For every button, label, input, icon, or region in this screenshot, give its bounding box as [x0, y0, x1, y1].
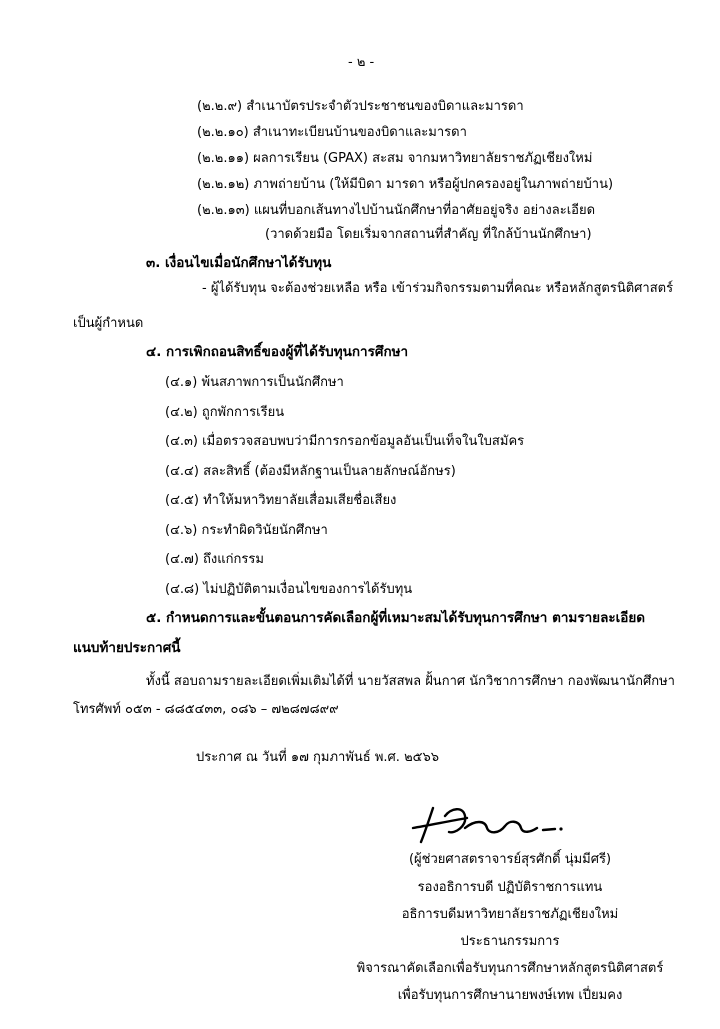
signatory-title: อธิการบดีมหาวิทยาลัยราชภัฏเชียงใหม่	[401, 907, 619, 922]
signatory-role: ประธานกรรมการ	[460, 934, 560, 949]
list-item: (๒.๒.๑๑) ผลการเรียน (GPAX) สะสม จากมหาวิทยาลัยราชภัฏเชียงใหม่	[197, 151, 593, 166]
list-item: (๒.๒.๙) สำเนาบัตรประจำตัวประชาชนของบิดาและมารดา	[197, 99, 524, 114]
list-item: (๒.๒.๑๓) แผนที่บอกเส้นทางไปบ้านนักศึกษาที่อาศัยอยู่จริง อย่างละเอียด	[197, 203, 596, 218]
contact-line1: ทั้งนี้ สอบถามรายละเอียดเพิ่มเติมได้ที่ นายวัสสพล ฝั้นกาศ นักวิชาการศึกษา กองพัฒนานักศึกษา	[146, 674, 675, 689]
section4-heading: ๔. การเพิกถอนสิทธิ์ของผู้ที่ได้รับทุนการศึกษา	[146, 344, 409, 360]
signatory-committee: พิจารณาคัดเลือกเพื่อรับทุนการศึกษาหลักสูตรนิติศาสตร์	[356, 961, 664, 976]
signatory-name: (ผู้ช่วยศาสตราจารย์สุรศักดิ์ นุ่มมีศรี)	[408, 852, 612, 867]
list-item: (๔.๒) ถูกพักการเรียน	[165, 405, 285, 420]
signatory-committee-line2: เพื่อรับทุนการศึกษานายพงษ์เทพ เปี่ยมคง	[397, 988, 623, 1003]
list-item: (๔.๓) เมื่อตรวจสอบพบว่ามีการกรอกข้อมูลอันเป็นเท็จในใบสมัคร	[165, 434, 525, 449]
contact-line2: โทรศัพท์ ๐๕๓ - ๘๘๕๔๓๓, ๐๘๖ – ๗๒๘๗๘๙๙	[73, 702, 339, 717]
page-number: - ๒ -	[348, 55, 375, 70]
list-item: (๔.๗) ถึงแก่กรรม	[165, 552, 264, 567]
section2-note: (วาดด้วยมือ โดยเริ่มจากสถานที่สำคัญ ที่ใกล้บ้านนักศึกษา)	[265, 227, 592, 242]
announce-date: ประกาศ ณ วันที่ ๑๗ กุมภาพันธ์ พ.ศ. ๒๕๖๖	[196, 750, 439, 765]
section3-line2: เป็นผู้กำหนด	[73, 316, 144, 331]
list-item: (๔.๖) กระทำผิดวินัยนักศึกษา	[165, 523, 328, 538]
list-item: (๔.๑) พ้นสภาพการเป็นนักศึกษา	[165, 375, 344, 390]
signatory-position: รองอธิการบดี ปฏิบัติราชการแทน	[417, 880, 603, 895]
list-item: (๒.๒.๑๐) สำเนาทะเบียนบ้านของบิดาและมารดา	[197, 125, 467, 140]
list-item: (๔.๘) ไม่ปฏิบัติตามเงื่อนไขของการได้รับทุน	[165, 582, 413, 597]
signature-image	[405, 798, 575, 848]
section3-line1: - ผู้ได้รับทุน จะต้องช่วยเหลือ หรือ เข้าร่วมกิจกรรมตามที่คณะ หรือหลักสูตรนิติศาสตร์	[202, 281, 674, 296]
section5-line2: แนบท้ายประกาศนี้	[73, 640, 181, 656]
list-item: (๔.๕) ทำให้มหาวิทยาลัยเสื่อมเสียชื่อเสียง	[165, 493, 397, 508]
list-item: (๒.๒.๑๒) ภาพถ่ายบ้าน (ให้มีบิดา มารดา หรือผู้ปกครองอยู่ในภาพถ่ายบ้าน)	[197, 177, 614, 192]
section5-line1: ๕. กำหนดการและขั้นตอนการคัดเลือกผู้ที่เหมาะสมได้รับทุนการศึกษา ตามรายละเอียด	[146, 610, 645, 626]
list-item: (๔.๔) สละสิทธิ์ (ต้องมีหลักฐานเป็นลายลักษณ์อักษร)	[165, 464, 456, 479]
section3-heading: ๓. เงื่อนไขเมื่อนักศึกษาได้รับทุน	[146, 255, 332, 271]
